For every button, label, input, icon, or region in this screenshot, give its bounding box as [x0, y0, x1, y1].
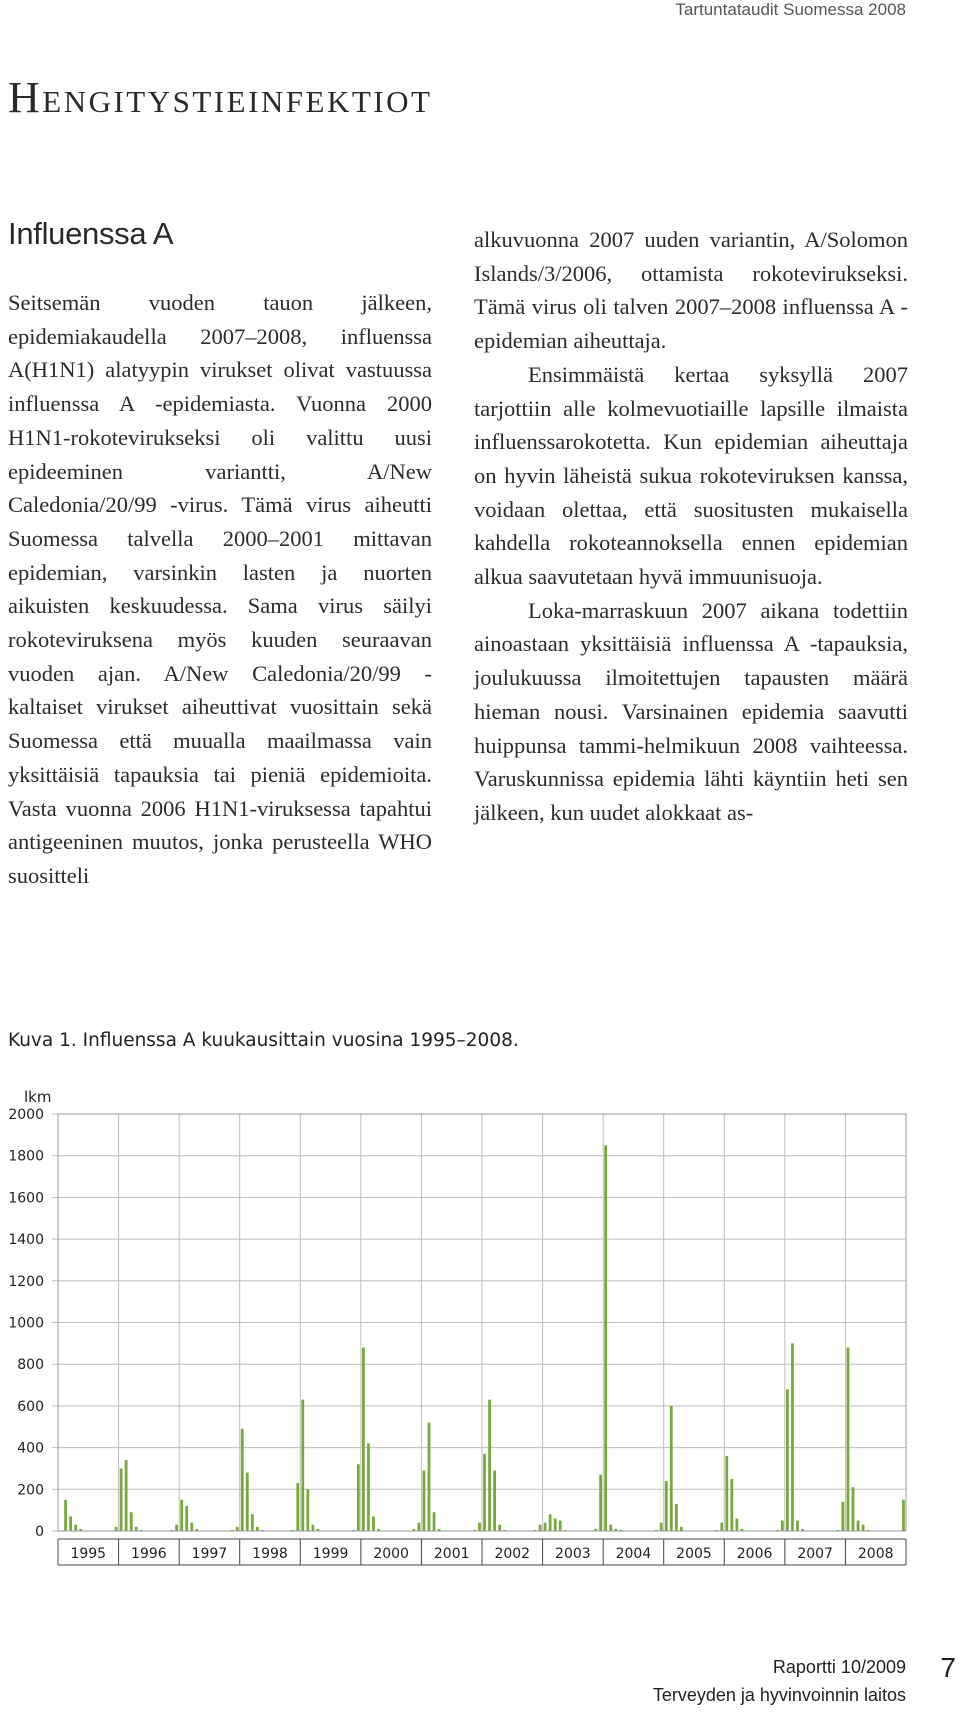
data-bar [428, 1423, 431, 1531]
page-number: 7 [940, 1652, 956, 1683]
x-tick-label: 2000 [373, 1546, 409, 1562]
data-bar [675, 1504, 678, 1531]
data-bar [236, 1527, 239, 1531]
data-bar [256, 1527, 259, 1531]
data-bar [559, 1521, 562, 1531]
data-bar [786, 1389, 789, 1531]
data-bar [720, 1523, 723, 1531]
y-tick-label: 600 [17, 1398, 44, 1415]
y-tick-label: 1800 [8, 1148, 44, 1165]
data-bar [433, 1512, 436, 1531]
right-paragraph-1: alkuvuonna 2007 uuden variantin, A/Solomon Islands/3/2006, ottamista rokotevirukseksi. Tämä virus oli talven 2007–2008 influenssa A -epidemian aiheuttaja. [474, 227, 908, 354]
data-bar [847, 1348, 850, 1531]
x-tick-label: 2003 [555, 1546, 591, 1562]
data-bar [539, 1525, 542, 1531]
data-bar [736, 1518, 739, 1531]
data-bar [493, 1471, 496, 1531]
left-paragraph-1: Seitsemän vuoden tauon jälkeen, epidemiakaudella 2007–2008, influenssa A(H1N1) alatyypin virukset olivat vastuussa influenssa A -epidemiasta. Vuonna 2000 H1N1-rokotevirukseksi oli valittu uusi epideeminen variantti, A/New Caledonia/20/99 -virus. Tämä virus aiheutti Suomessa talvella 2000–2001 mittavan epidemian, varsinkin lasten ja nuorten aikuisten keskuudessa. Sama virus säilyi rokoteviruksena myös kuuden seuraavan vuoden ajan. A/New Caledonia/20/99 -kaltaiset virukset aiheuttivat vuosittain sekä Suomessa että muualla maailmassa vain yksittäisiä tapauksia tai pieniä epidemioita. Vasta vuonna 2006 H1N1-viruksessa tapahtui antigeeninen muutos, jonka perusteella WHO suositteli [8, 290, 432, 888]
data-bar [791, 1343, 794, 1531]
data-bar [372, 1516, 375, 1531]
data-bar [135, 1527, 138, 1531]
x-tick-label: 1999 [312, 1546, 349, 1562]
data-bar [781, 1521, 784, 1531]
data-bar [680, 1527, 683, 1531]
x-tick-label: 2006 [736, 1546, 773, 1562]
data-bar [665, 1481, 668, 1531]
section-title: Hengitystieinfektiot [8, 73, 433, 122]
y-tick-label: 1000 [8, 1315, 44, 1332]
y-axis-label: lkm [24, 1088, 52, 1106]
y-tick-label: 200 [17, 1482, 44, 1499]
data-bar [796, 1521, 799, 1531]
data-bar [175, 1525, 178, 1531]
x-tick-label: 2005 [676, 1546, 712, 1562]
data-bar [357, 1464, 360, 1531]
y-tick-label: 1400 [8, 1232, 44, 1249]
chart-bars [64, 1145, 905, 1531]
data-bar [604, 1145, 607, 1531]
footer-report: Raportti 10/2009 [772, 1657, 906, 1677]
right-paragraph-3: Loka-marraskuun 2007 aikana todettiin ainoastaan yksittäisiä influenssa A -tapauksia, joulukuussa ilmoitettujen tapausten määrä hieman nousi. Varsinainen epidemia saavutti huippunsa tammi-helmikuun 2008 vaihteessa. Varuskunnissa epidemia lähti käyntiin heti sen jälkeen, kun uudet alokkaat as- [474, 597, 908, 825]
data-bar [498, 1525, 501, 1531]
x-tick-label: 2001 [433, 1546, 470, 1562]
data-bar [241, 1429, 244, 1531]
x-tick-label: 2007 [797, 1546, 833, 1562]
y-tick-label: 400 [17, 1440, 44, 1457]
data-bar [549, 1514, 552, 1531]
data-bar [246, 1473, 249, 1531]
x-tick-label: 1997 [191, 1546, 228, 1562]
data-bar [670, 1406, 673, 1531]
data-bar [130, 1512, 133, 1531]
data-bar [185, 1506, 188, 1531]
y-tick-label: 0 [35, 1524, 44, 1540]
data-bar [306, 1489, 309, 1531]
data-bar [362, 1348, 365, 1531]
data-bar [842, 1502, 845, 1531]
data-bar [312, 1525, 315, 1531]
x-tick-label: 1998 [252, 1546, 288, 1562]
x-tick-label: 2008 [857, 1546, 894, 1562]
data-bar [554, 1518, 557, 1531]
data-bar [902, 1500, 905, 1531]
data-bar [64, 1500, 67, 1531]
data-bar [301, 1400, 304, 1531]
data-bar [367, 1443, 370, 1531]
data-bar [857, 1521, 860, 1531]
right-column [474, 223, 908, 830]
data-bar [418, 1523, 421, 1531]
x-tick-label: 2004 [615, 1546, 652, 1562]
x-tick-label: 1995 [70, 1546, 107, 1562]
data-bar [730, 1479, 733, 1531]
footer-organization: Terveyden ja hyvinvoinnin laitos [652, 1685, 906, 1705]
y-tick-label: 1200 [8, 1273, 44, 1290]
data-bar [660, 1523, 663, 1531]
data-bar [725, 1456, 728, 1531]
x-tick-label: 2002 [494, 1546, 531, 1562]
data-bar [852, 1487, 855, 1531]
data-bar [862, 1525, 865, 1531]
data-bar [120, 1468, 123, 1531]
data-bar [69, 1516, 72, 1531]
data-bar [478, 1523, 481, 1531]
data-bar [423, 1471, 426, 1531]
data-bar [115, 1527, 118, 1531]
chart-grid [52, 1114, 906, 1531]
y-tick-label: 1600 [8, 1190, 44, 1207]
right-paragraph-2: Ensimmäistä kertaa syksyllä 2007 tarjottiin alle kolmevuotiaille lapsille ilmaista influenssarokotetta. Kun epidemian aiheuttaja on hyvin läheistä sukua rokoteviruksen kanssa, voidaan olettaa, että suositusten mukaisella kahdella rokoteannoksella ennen epidemian alkua saavutetaan hyvä immuunisuoja. [474, 361, 908, 590]
figure-caption: Kuva 1. Influenssa A kuukausittain vuosina 1995–2008. [8, 1030, 519, 1051]
data-bar [483, 1454, 486, 1531]
running-header: Tartuntataudit Suomessa 2008 [675, 0, 906, 19]
data-bar [180, 1500, 183, 1531]
data-bar [296, 1483, 299, 1531]
data-bar [599, 1475, 602, 1531]
data-bar [251, 1514, 254, 1531]
y-tick-label: 800 [17, 1357, 44, 1374]
subsection-title: Influenssa A [8, 216, 174, 251]
data-bar [488, 1400, 491, 1531]
chart-axes [8, 1107, 906, 1565]
y-tick-label: 2000 [8, 1107, 44, 1123]
x-tick-label: 1996 [131, 1546, 167, 1562]
data-bar [125, 1460, 128, 1531]
left-column [8, 286, 432, 893]
influenza-chart [0, 1080, 920, 1600]
data-bar [544, 1523, 547, 1531]
data-bar [609, 1525, 612, 1531]
data-bar [190, 1523, 193, 1531]
data-bar [74, 1525, 77, 1531]
